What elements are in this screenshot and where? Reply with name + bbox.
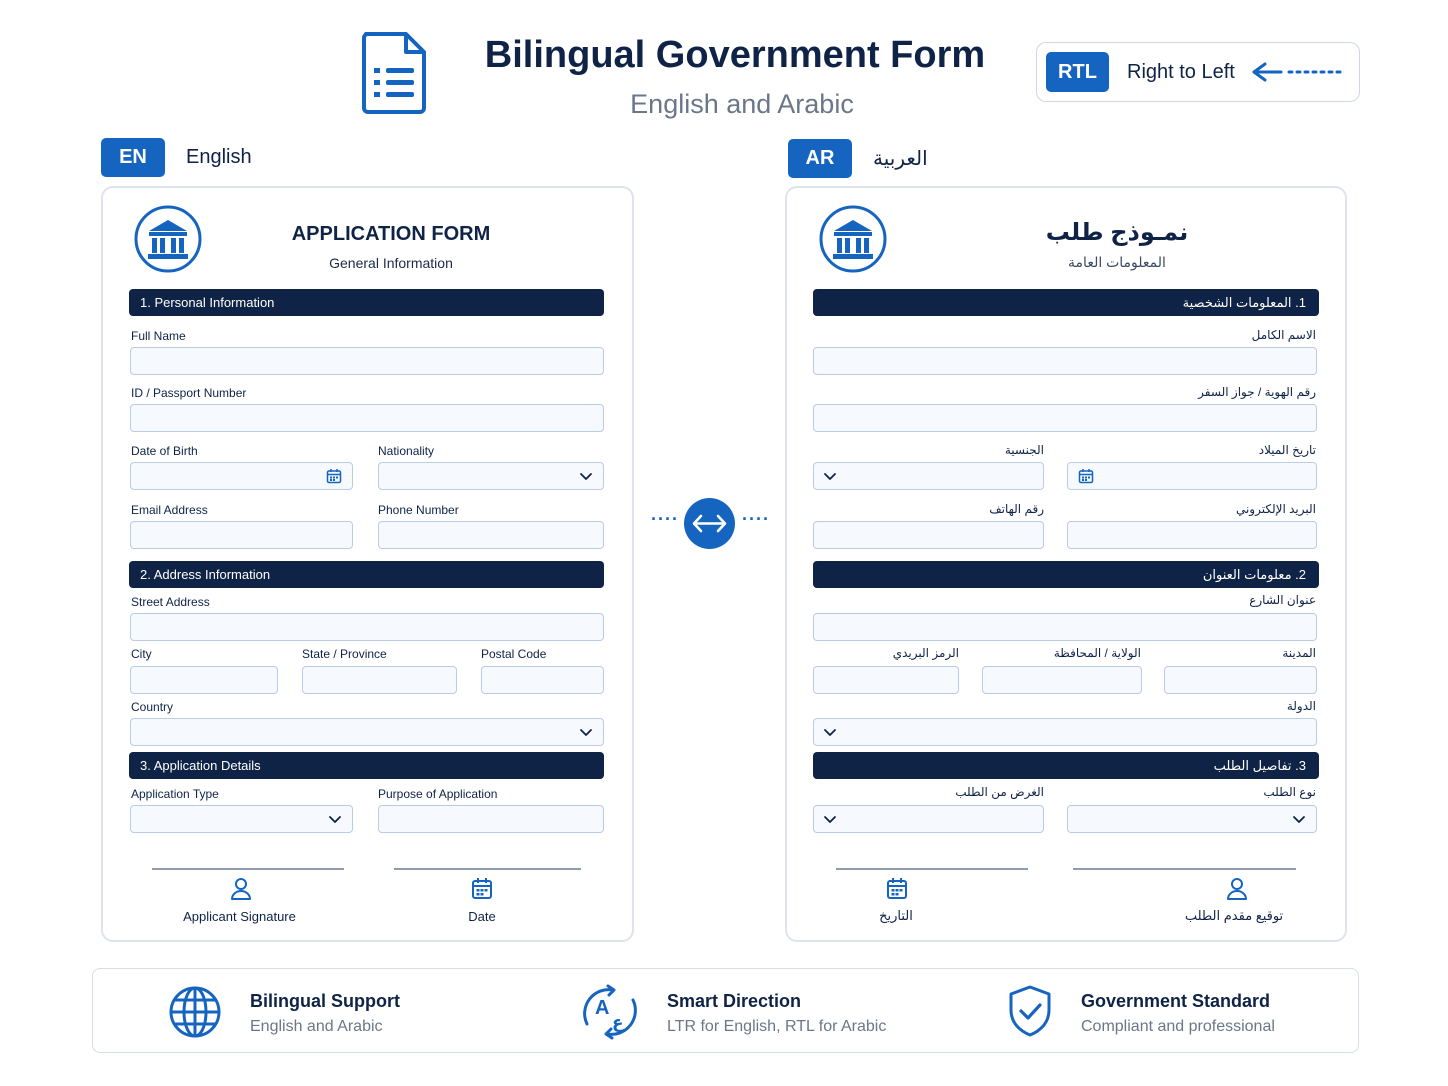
en-label-state: State / Province [302, 647, 387, 661]
ar-label-city: المدينة [1282, 646, 1316, 660]
en-city-input[interactable] [130, 666, 278, 694]
en-label-phone: Phone Number [378, 503, 459, 517]
en-badge[interactable]: EN [101, 138, 165, 177]
en-label-full-name: Full Name [131, 329, 186, 343]
en-date-line[interactable] [394, 868, 581, 870]
chevron-down-icon [1291, 811, 1307, 827]
en-label-city: City [131, 647, 152, 661]
en-label-country: Country [131, 700, 174, 714]
ar-form-title: نمـوذج طلب [1045, 219, 1189, 246]
ar-street-input[interactable] [813, 613, 1317, 641]
en-section-personal: 1. Personal Information [129, 289, 604, 316]
ar-signature-label: توقيع مقدم الطلب [1184, 908, 1284, 923]
direction-indicator [1036, 42, 1360, 102]
en-signature-line[interactable] [152, 868, 344, 870]
calendar-icon[interactable] [1078, 468, 1094, 484]
ar-section-address: 2. معلومات العنوان [813, 561, 1319, 588]
en-label-nationality: Nationality [378, 444, 435, 458]
en-label-email: Email Address [131, 503, 208, 517]
en-label-purpose: Purpose of Application [378, 787, 498, 801]
ar-signature-line[interactable] [1073, 868, 1296, 870]
shield-check-icon [1007, 984, 1053, 1038]
ar-app-type-select[interactable] [1067, 805, 1317, 833]
en-purpose-input[interactable] [378, 805, 604, 833]
ar-label-email: البريد الإلكتروني [1235, 502, 1316, 516]
ar-purpose-select[interactable] [813, 805, 1044, 833]
ar-section-personal: 1. المعلومات الشخصية [813, 289, 1319, 316]
en-form-title: APPLICATION FORM [291, 223, 491, 245]
feature-subtitle-direction: LTR for English, RTL for Arabic [667, 1018, 887, 1035]
ar-country-select[interactable] [813, 718, 1317, 746]
ar-badge[interactable]: AR [788, 139, 852, 178]
en-section-application: 3. Application Details [129, 752, 604, 779]
en-street-input[interactable] [130, 613, 604, 641]
ar-date-label: التاريخ [879, 908, 913, 923]
government-building-icon [818, 204, 888, 274]
svg-text:ع: ع [612, 1013, 624, 1033]
calendar-icon [886, 877, 908, 900]
rtl-badge: RTL [1046, 52, 1109, 92]
ar-nationality-select[interactable] [813, 462, 1044, 490]
ar-label-postal: الرمز البريدي [892, 646, 959, 660]
calendar-icon [471, 877, 493, 900]
en-label-app-type: Application Type [131, 787, 219, 801]
user-icon [1226, 877, 1248, 901]
ar-label-purpose: الغرض من الطلب [955, 785, 1044, 799]
en-country-select[interactable] [130, 718, 604, 746]
ar-form-subtitle: المعلومات العامة [1068, 254, 1166, 270]
ar-label-app-type: نوع الطلب [1263, 785, 1316, 799]
feature-title-government: Government Standard [1081, 991, 1271, 1011]
en-app-type-select[interactable] [130, 805, 353, 833]
en-id-passport-input[interactable] [130, 404, 604, 432]
chevron-down-icon [822, 468, 838, 484]
en-date-label: Date [468, 909, 496, 924]
ar-state-input[interactable] [982, 666, 1142, 694]
ar-date-line[interactable] [836, 868, 1028, 870]
en-form-subtitle: General Information [329, 255, 453, 271]
ar-label-country: الدولة [1286, 699, 1316, 713]
ar-label-id-passport: رقم الهوية / جواز السفر [1198, 385, 1316, 399]
ar-phone-input[interactable] [813, 521, 1044, 549]
en-label-postal: Postal Code [481, 647, 547, 661]
chevron-down-icon [578, 724, 594, 740]
arrow-left-icon [1251, 61, 1343, 83]
en-state-input[interactable] [302, 666, 457, 694]
en-nationality-select[interactable] [378, 462, 604, 490]
en-phone-input[interactable] [378, 521, 604, 549]
ar-dob-input[interactable] [1067, 462, 1317, 490]
ar-city-input[interactable] [1164, 666, 1317, 694]
ar-language-label: العربية [873, 148, 928, 170]
government-building-icon [133, 204, 203, 274]
en-full-name-input[interactable] [130, 347, 604, 375]
chevron-down-icon [578, 468, 594, 484]
ar-label-street: عنوان الشارع [1249, 593, 1316, 607]
ar-label-dob: تاريخ الميلاد [1258, 443, 1316, 457]
page-title: Bilingual Government Form [484, 34, 986, 76]
ar-postal-input[interactable] [813, 666, 959, 694]
en-email-input[interactable] [130, 521, 353, 549]
swap-direction-button[interactable] [684, 498, 735, 549]
ar-id-passport-input[interactable] [813, 404, 1317, 432]
feature-subtitle-bilingual: English and Arabic [250, 1018, 383, 1035]
feature-title-bilingual: Bilingual Support [250, 991, 400, 1011]
rtl-label: Right to Left [1127, 61, 1235, 83]
globe-icon [168, 985, 222, 1039]
chevron-down-icon [822, 724, 838, 740]
connector-dots-right: ···· [742, 509, 770, 529]
en-dob-input[interactable] [130, 462, 353, 490]
feature-title-direction: Smart Direction [667, 991, 802, 1011]
svg-text:A: A [595, 997, 610, 1019]
connector-dots-left: ···· [651, 509, 679, 529]
en-label-dob: Date of Birth [131, 444, 198, 458]
ar-full-name-input[interactable] [813, 347, 1317, 375]
en-signature-label: Applicant Signature [183, 909, 296, 924]
ar-label-state: الولاية / المحافظة [1053, 646, 1141, 660]
page-subtitle: English and Arabic [630, 89, 854, 119]
chevron-down-icon [327, 811, 343, 827]
en-section-address: 2. Address Information [129, 561, 604, 588]
en-language-label: English [186, 146, 252, 168]
ar-label-phone: رقم الهاتف [989, 502, 1044, 516]
ar-email-input[interactable] [1067, 521, 1317, 549]
calendar-icon[interactable] [326, 468, 342, 484]
translate-icon [579, 984, 641, 1040]
feature-subtitle-government: Compliant and professional [1081, 1018, 1275, 1035]
en-label-id-passport: ID / Passport Number [131, 386, 247, 400]
swap-arrows-icon [692, 509, 727, 538]
en-label-street: Street Address [131, 595, 210, 609]
ar-label-full-name: الاسم الكامل [1251, 328, 1316, 342]
ar-label-nationality: الجنسية [1004, 443, 1044, 457]
user-icon [230, 877, 252, 901]
en-postal-input[interactable] [481, 666, 604, 694]
chevron-down-icon [822, 811, 838, 827]
ar-section-application: 3. تفاصيل الطلب [813, 752, 1319, 779]
